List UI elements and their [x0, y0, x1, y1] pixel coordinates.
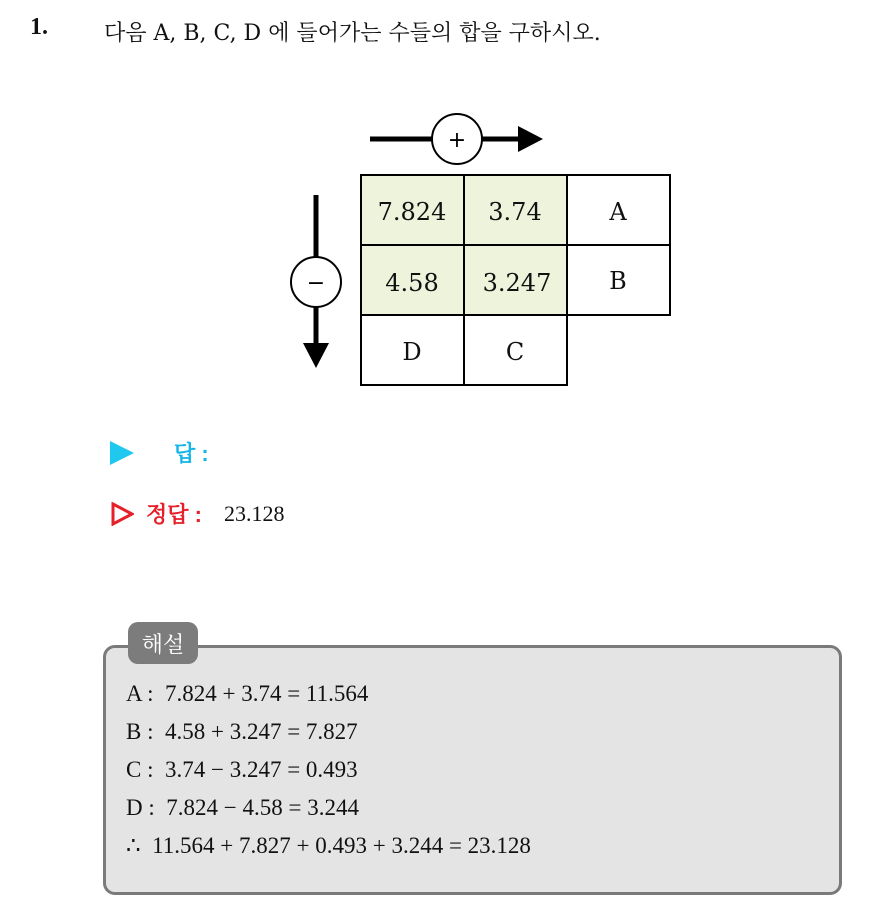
minus-symbol: −: [306, 271, 326, 296]
plus-symbol: +: [447, 128, 467, 153]
correct-answer-row: [110, 498, 284, 529]
cell-r2c2-value: 3.247: [482, 269, 552, 297]
answer-blank-row: [110, 437, 209, 468]
solution-line-b: B : 4.58 + 3.247 = 7.827: [126, 719, 358, 744]
correct-answer-label: 정답 :: [146, 502, 202, 527]
solution-line-a: A : 7.824 + 3.74 = 11.564: [126, 681, 369, 706]
outline-triangle-icon: [110, 502, 134, 526]
answer-label: 답 :: [174, 441, 209, 466]
cell-r2c1-value: 4.58: [385, 269, 439, 297]
cell-r1c1-value: 7.824: [377, 198, 447, 226]
question-number: 1.: [30, 14, 48, 40]
cell-r3c2-label: C: [505, 338, 525, 366]
solution-line-c: C : 3.74 − 3.247 = 0.493: [126, 757, 358, 782]
cell-r1c2-value: 3.74: [488, 198, 542, 226]
cell-r1c3-label: A: [609, 198, 627, 226]
cell-r2c3-label: B: [609, 267, 627, 295]
play-triangle-icon: [110, 441, 134, 465]
addition-subtraction-diagram: [0, 0, 884, 420]
solution-lines: [126, 680, 531, 870]
correct-answer-value: 23.128: [223, 500, 285, 526]
solution-line-d: D : 7.824 − 4.58 = 3.244: [126, 795, 359, 820]
cell-r3c1-label: D: [402, 338, 422, 366]
plus-arrow-head: [518, 126, 543, 152]
minus-arrow-head: [303, 343, 329, 368]
solution-line-sum: ∴ 11.564 + 7.827 + 0.493 + 3.244 = 23.128: [126, 833, 531, 858]
solution-tag: 해설: [128, 622, 198, 664]
question-text: 다음 A, B, C, D 에 들어가는 수들의 합을 구하시오.: [104, 21, 601, 46]
